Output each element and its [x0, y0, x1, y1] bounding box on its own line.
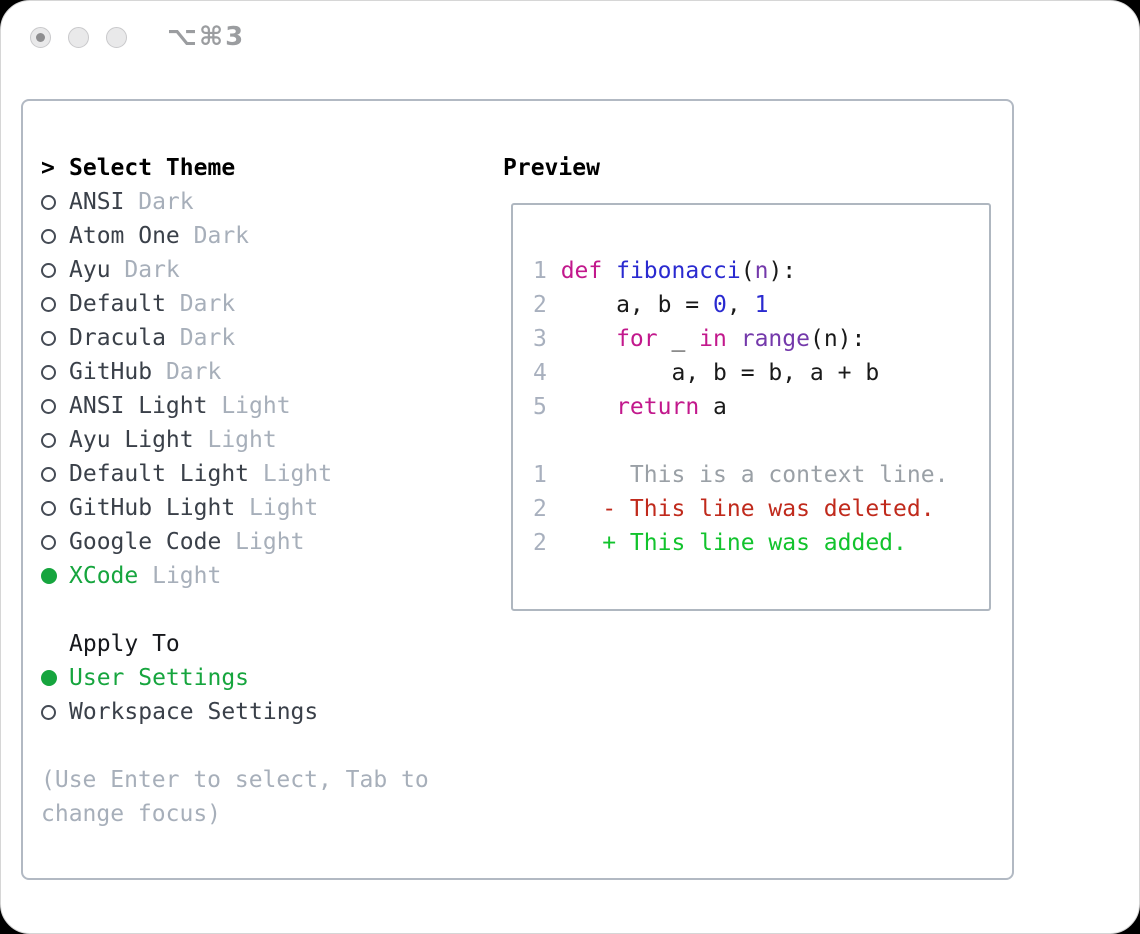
theme-item[interactable] [41, 253, 429, 287]
preview-header [503, 151, 1003, 185]
item-label: Ayu [69, 257, 111, 283]
radio-icon [41, 263, 56, 278]
theme-picker-panel [21, 99, 1014, 880]
radio-icon [41, 535, 56, 550]
radio-icon [41, 331, 56, 346]
code-token: 0 [713, 292, 727, 318]
code-line [533, 322, 989, 356]
radio-selected-icon [41, 670, 57, 686]
code-token: def [560, 258, 603, 284]
diff-text: This is a context line. [602, 462, 949, 488]
select-theme-title: Select Theme [69, 155, 236, 181]
radio-icon [41, 501, 56, 516]
theme-item[interactable] [41, 491, 429, 525]
item-label: GitHub [69, 359, 153, 385]
code-line [533, 390, 989, 424]
code-token: a [699, 394, 727, 420]
theme-item[interactable] [41, 321, 429, 355]
item-label: Atom One [69, 223, 180, 249]
theme-item[interactable] [41, 389, 429, 423]
code-token: for [616, 326, 658, 352]
diff-preview [533, 458, 989, 560]
code-token: fibonacci [616, 258, 741, 284]
preview-column [503, 151, 1003, 611]
item-label: Dracula [69, 325, 166, 351]
diff-line-deleted [533, 492, 989, 526]
apply-to-item[interactable] [41, 695, 429, 729]
line-number: 2 [533, 292, 547, 318]
code-token: a, b = b, a + b [560, 360, 880, 386]
window-zoom-button[interactable] [106, 27, 127, 48]
apply-to-header [41, 627, 429, 661]
focus-arrow-icon: > [41, 155, 55, 181]
line-number: 5 [533, 394, 547, 420]
code-token: in [699, 326, 727, 352]
item-label: Ayu Light [69, 427, 194, 453]
select-theme-header [41, 151, 429, 185]
code-preview [533, 254, 989, 424]
radio-icon [41, 195, 56, 210]
item-variant: Light [249, 461, 333, 487]
code-token: 1 [754, 292, 769, 318]
window-controls [30, 27, 127, 48]
item-label: Workspace Settings [69, 699, 319, 725]
item-label: User Settings [69, 665, 250, 691]
keyboard-shortcut-label: ⌥⌘3 [167, 22, 246, 52]
item-variant: Dark [165, 325, 236, 351]
radio-icon [41, 229, 56, 244]
radio-icon [41, 365, 56, 380]
theme-item[interactable] [41, 287, 429, 321]
line-number: 1 [533, 258, 547, 284]
help-text [41, 763, 429, 831]
preview-title: Preview [503, 155, 600, 181]
theme-item[interactable] [41, 219, 429, 253]
item-variant: Dark [179, 223, 250, 249]
code-token: ): [768, 258, 797, 284]
theme-item[interactable] [41, 559, 429, 593]
theme-item[interactable] [41, 355, 429, 389]
radio-icon [41, 433, 56, 448]
theme-item[interactable] [41, 185, 429, 219]
spacer [41, 593, 429, 627]
item-label: Default Light [69, 461, 250, 487]
radio-icon [41, 297, 56, 312]
code-token: return [616, 394, 700, 420]
line-number: 3 [533, 326, 547, 352]
preview-box [511, 203, 991, 611]
item-variant: Light [207, 393, 291, 419]
item-variant: Dark [152, 359, 222, 385]
radio-icon [41, 467, 56, 482]
code-line [533, 254, 989, 288]
help-line-1: (Use Enter to select, Tab to [41, 767, 429, 793]
code-token: , [726, 292, 755, 318]
theme-item[interactable] [41, 457, 429, 491]
line-number: 4 [533, 360, 547, 386]
code-token: (n): [809, 326, 866, 352]
apply-to-list [41, 661, 429, 729]
theme-item[interactable] [41, 423, 429, 457]
apply-to-item[interactable] [41, 661, 429, 695]
code-token [561, 326, 616, 352]
code-token: n [754, 258, 769, 284]
diff-line-context [533, 458, 989, 492]
code-token: a, b = [560, 292, 714, 318]
item-label: GitHub Light [69, 495, 236, 521]
line-number: 2 [533, 530, 547, 556]
theme-item[interactable] [41, 525, 429, 559]
radio-icon [41, 705, 56, 720]
item-label: ANSI Light [69, 393, 208, 419]
item-variant: Light [138, 563, 222, 589]
item-variant: Dark [110, 257, 180, 283]
close-dot-icon [36, 33, 45, 42]
line-number: 2 [533, 496, 547, 522]
diff-text: - This line was deleted. [602, 496, 935, 522]
item-label: ANSI [69, 189, 125, 215]
item-variant: Light [235, 495, 319, 521]
code-token: range [740, 326, 810, 352]
window-minimize-button[interactable] [68, 27, 89, 48]
item-variant: Light [221, 529, 305, 555]
code-token [727, 326, 741, 352]
line-number: 1 [533, 462, 547, 488]
item-label: XCode [69, 563, 139, 589]
diff-line-added [533, 526, 989, 560]
spacer [41, 729, 429, 763]
code-token: _ [657, 326, 700, 352]
theme-list [41, 185, 429, 593]
window-close-button[interactable] [30, 27, 51, 48]
diff-text: + This line was added. [602, 530, 907, 556]
theme-selector-column [41, 151, 429, 831]
item-label: Default [69, 291, 166, 317]
code-token [561, 394, 616, 420]
item-variant: Light [193, 427, 277, 453]
radio-selected-icon [41, 568, 57, 584]
item-variant: Dark [124, 189, 194, 215]
code-token: ( [740, 258, 755, 284]
code-token [602, 258, 616, 284]
radio-icon [41, 399, 56, 414]
code-line [533, 356, 989, 390]
blank-line [533, 424, 989, 458]
item-variant: Dark [165, 291, 236, 317]
item-label: Google Code [69, 529, 222, 555]
help-line-2: change focus) [41, 801, 222, 827]
code-line [533, 288, 989, 322]
apply-to-title: Apply To [69, 631, 180, 657]
